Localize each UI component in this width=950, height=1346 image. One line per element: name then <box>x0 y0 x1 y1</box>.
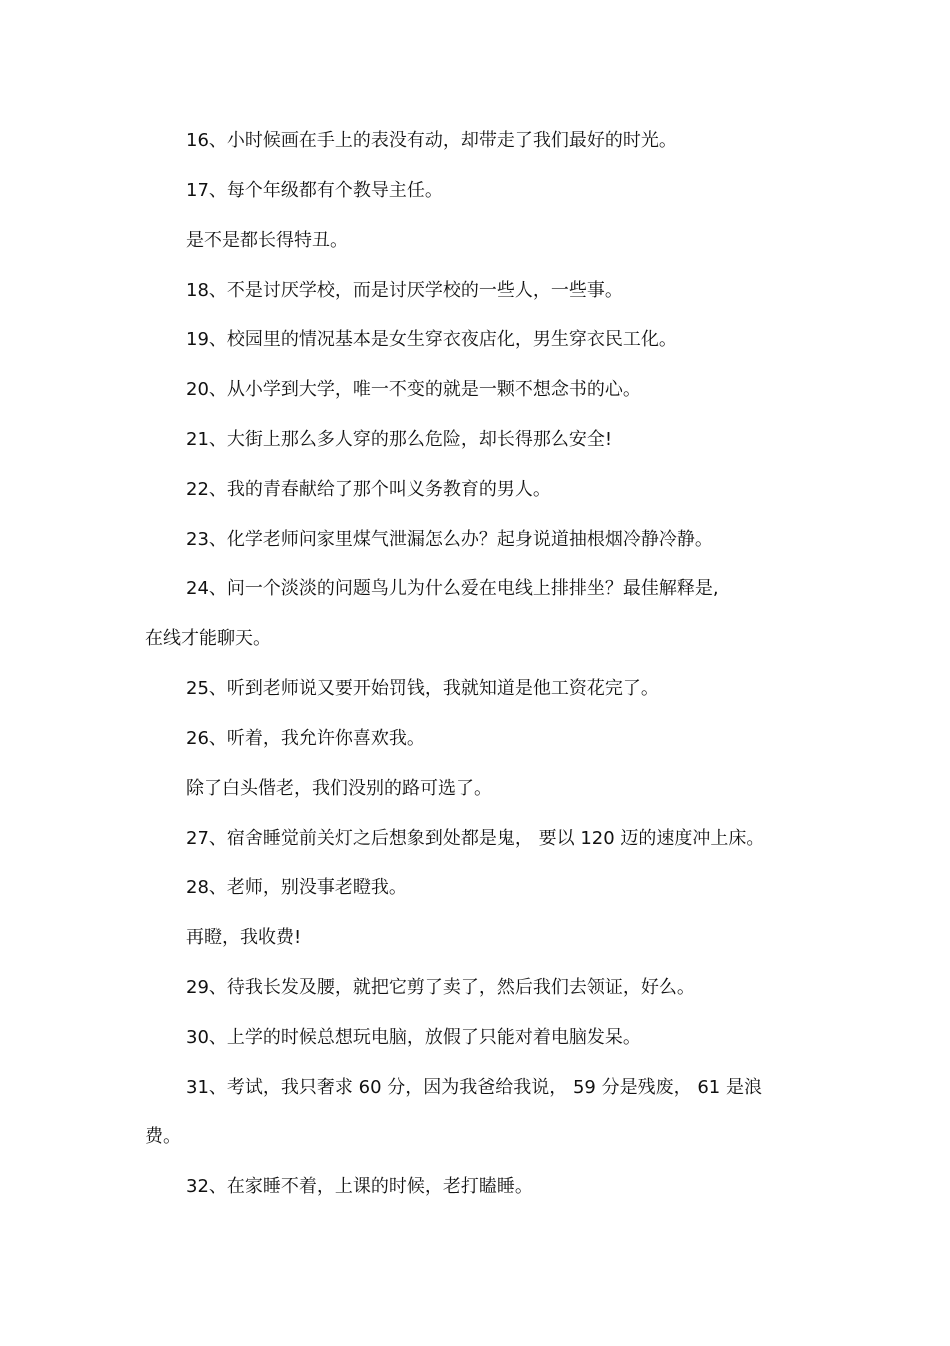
text-line: 21、大街上那么多人穿的那么危险，却长得那么安全! <box>186 429 613 450</box>
text-line: 26、听着，我允许你喜欢我。 <box>186 728 425 749</box>
text-line: 23、化学老师问家里煤气泄漏怎么办？起身说道抽根烟冷静冷静。 <box>186 529 713 550</box>
text-line: 24、问一个淡淡的问题鸟儿为什么爱在电线上排排坐？最佳解释是, <box>186 578 719 599</box>
text-line: 再瞪，我收费! <box>186 927 302 948</box>
text-line: 是不是都长得特丑。 <box>186 230 348 251</box>
text-line: 22、我的青春献给了那个叫义务教育的男人。 <box>186 479 551 500</box>
text-line-continuation: 在线才能聊天。 <box>145 628 271 649</box>
text-line: 除了白头偕老，我们没别的路可选了。 <box>186 778 492 799</box>
text-line: 29、待我长发及腰，就把它剪了卖了，然后我们去领证，好么。 <box>186 977 695 998</box>
text-line: 27、宿舍睡觉前关灯之后想象到处都是鬼， 要以 120 迈的速度冲上床。 <box>186 828 765 849</box>
text-line: 28、老师，别没事老瞪我。 <box>186 877 407 898</box>
text-line: 30、上学的时候总想玩电脑，放假了只能对着电脑发呆。 <box>186 1027 641 1048</box>
text-line: 25、听到老师说又要开始罚钱，我就知道是他工资花完了。 <box>186 678 659 699</box>
text-line: 32、在家睡不着，上课的时候，老打瞌睡。 <box>186 1176 533 1197</box>
text-line: 31、考试，我只奢求 60 分，因为我爸给我说， 59 分是残废， 61 是浪 <box>186 1077 762 1098</box>
text-line-continuation: 费。 <box>145 1126 181 1147</box>
text-line: 17、每个年级都有个教导主任。 <box>186 180 443 201</box>
text-line: 16、小时候画在手上的表没有动，却带走了我们最好的时光。 <box>186 130 677 151</box>
text-line: 19、校园里的情况基本是女生穿衣夜店化，男生穿衣民工化。 <box>186 329 677 350</box>
text-line: 18、不是讨厌学校，而是讨厌学校的一些人，一些事。 <box>186 280 623 301</box>
text-line: 20、从小学到大学，唯一不变的就是一颗不想念书的心。 <box>186 379 641 400</box>
